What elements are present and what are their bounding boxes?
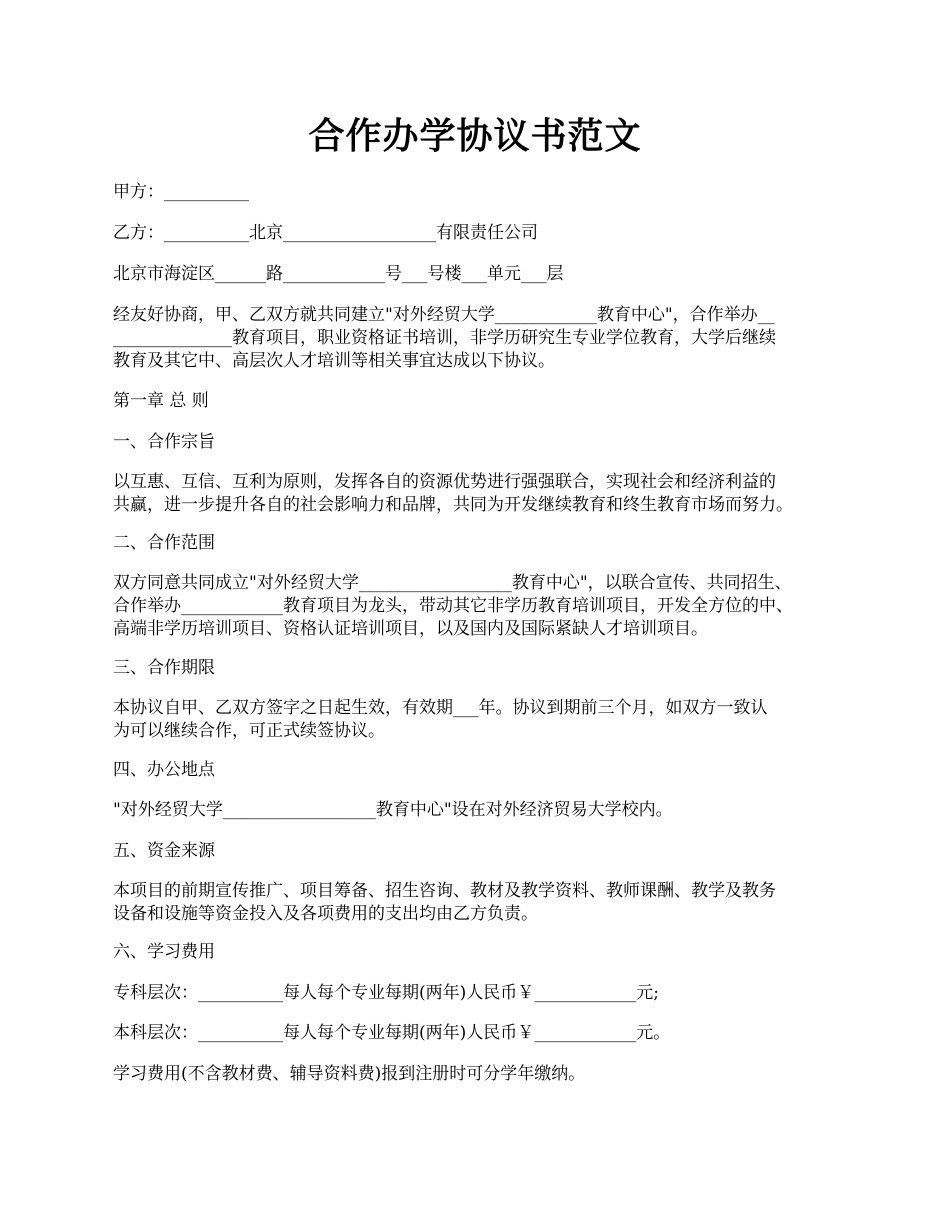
paragraph-line: 以互惠、互信、互利为原则，发挥各自的资源优势进行强强联合，实现社会和经济利益的 [113,472,776,492]
intro-paragraph [113,304,853,373]
paragraph-line: 共赢，进一步提升各自的社会影响力和品牌，共同为开发继续教育和终生教育市场而努力。 [113,495,793,515]
section-heading: 一、合作宗旨 [113,432,215,452]
section-paragraph [113,471,853,517]
party-a: 甲方：__________ [113,182,249,202]
paragraph-line: 双方同意共同成立"对外经贸大学__________________教育中心"，以联合宣传、共同招生、 [113,573,792,593]
section-paragraph [113,697,853,743]
intro-line: 经友好协商，甲、乙双方就共同建立"对外经贸大学____________教育中心"，合作举办__ [113,305,775,325]
section-heading: 六、学习费用 [113,942,215,962]
document-title: 合作办学协议书范文 [308,115,642,157]
section-heading: 三、合作期限 [113,658,215,678]
address: 北京市海淀区______路____________号___号楼___单元___层 [113,264,564,284]
paragraph-line: 设备和设施等资金投入及各项费用的支出均由乙方负责。 [113,904,538,924]
section-paragraph [113,880,853,926]
section-paragraph [113,799,853,822]
chapter-heading: 第一章 总 则 [113,391,209,411]
paragraph-line: "对外经贸大学__________________教育中心"设在对外经济贸易大学校内。 [113,800,673,820]
paragraph-line: 合作举办____________教育项目为龙头，带动其它非学历教育培训项目，开发全方位的中、 [113,596,793,616]
section-heading: 二、合作范围 [113,533,215,553]
fee-note: 学习费用(不含教材费、辅导资料费)报到注册时可分学年缴纳。 [113,1064,586,1084]
paragraph-line: 为可以继续合作，可正式续签协议。 [113,721,385,741]
intro-line: ______________教育项目，职业资格证书培训，非学历研究生专业学位教育，大学后继续 [113,328,776,348]
section-paragraph [113,572,853,641]
section-heading: 四、办公地点 [113,760,215,780]
paragraph-line: 本项目的前期宣传推广、项目筹备、招生咨询、教材及教学资料、教师课酬、教学及教务 [113,881,776,901]
paragraph-line: 本协议自甲、乙双方签字之日起生效，有效期___年。协议到期前三个月，如双方一致认 [113,698,768,718]
fee-junior-college: 专科层次：__________每人每个专业每期(两年)人民币￥____________元; [113,983,659,1003]
section-heading: 五、资金来源 [113,841,215,861]
paragraph-line: 高端非学历培训项目、资格认证培训项目，以及国内及国际紧缺人才培训项目。 [113,619,708,639]
fee-bachelor: 本科层次：__________每人每个专业每期(两年)人民币￥____________元。 [113,1023,671,1043]
party-b: 乙方：__________北京__________________有限责任公司 [113,223,538,243]
intro-line: 教育及其它中、高层次人才培训等相关事宜达成以下协议。 [113,351,555,371]
